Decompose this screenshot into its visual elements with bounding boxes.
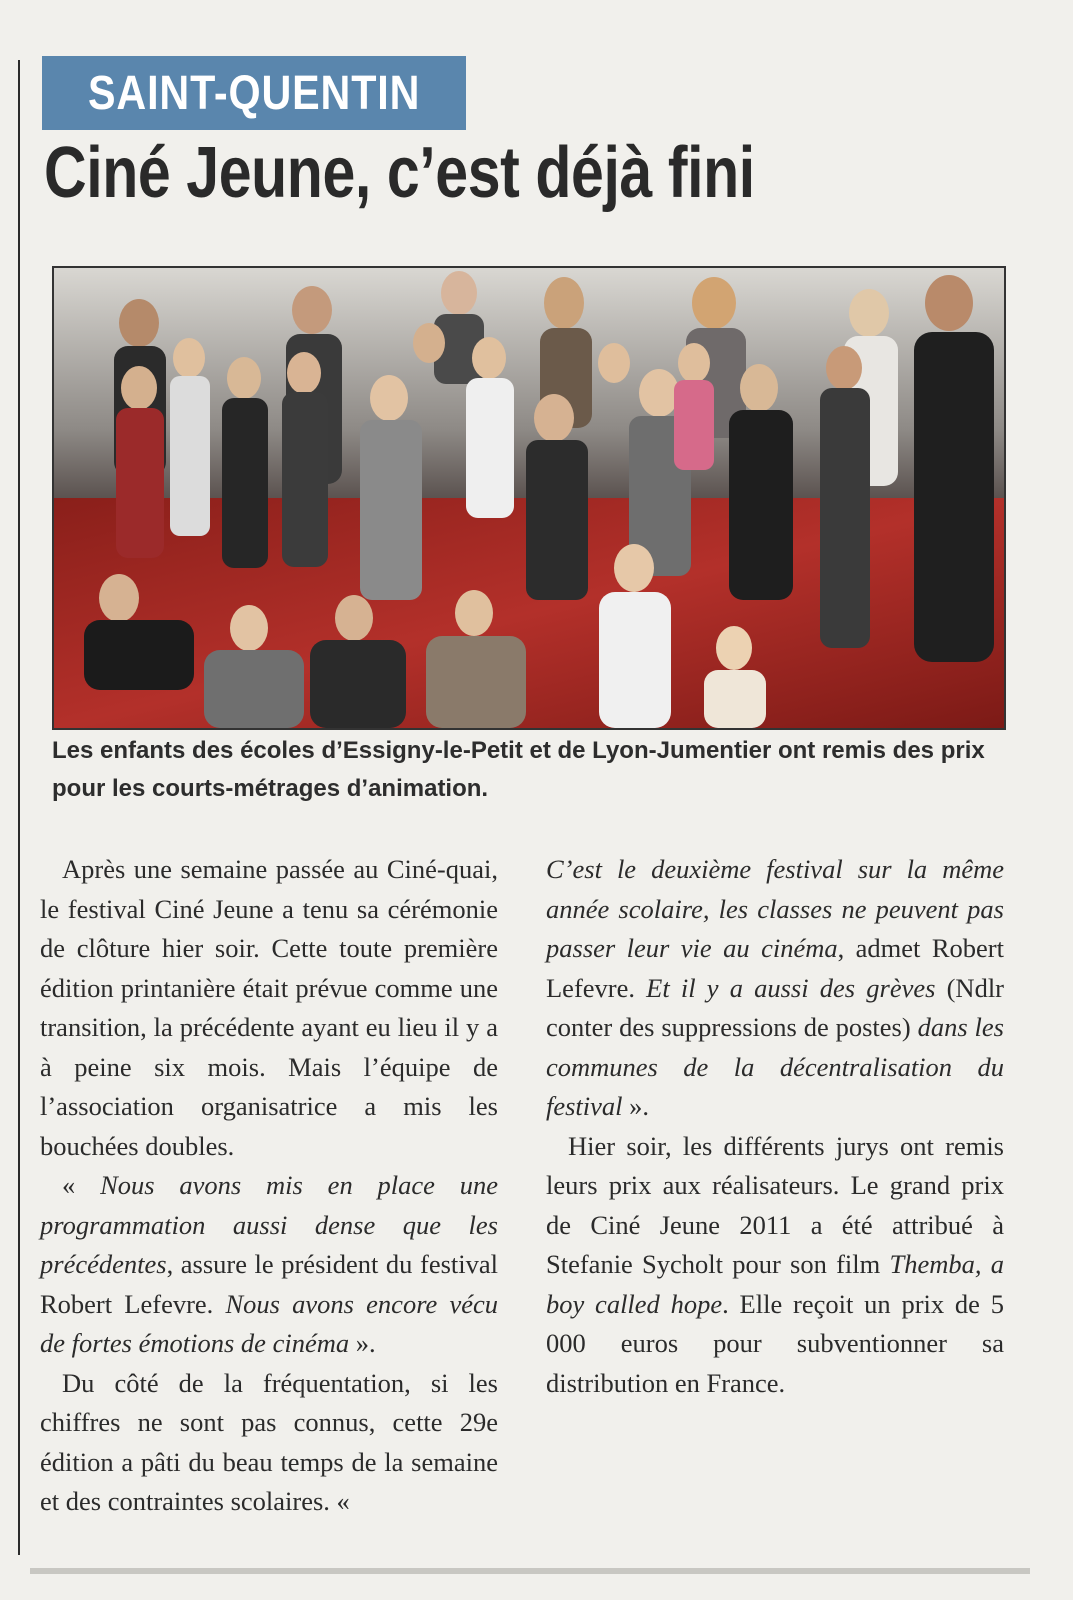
quote: Nous avons mis en place une programmation aussi dense que les précédentes bbox=[40, 1170, 498, 1279]
section-tag bbox=[42, 56, 466, 130]
bottom-rule bbox=[30, 1568, 1030, 1574]
article-paragraph-1: Après une semaine passée au Ciné-quai, le festival Ciné Jeune a tenu sa cérémonie de clôture hier soir. Cette toute première édition printanière était prévue comme une transition, la précédente ayant eu lieu il y a à peine six mois. Mais l’équipe de l’association organisatrice a mis les bouchées doubles. bbox=[40, 854, 498, 1161]
headline: Ciné Jeune, c’est déjà fini bbox=[44, 133, 755, 213]
quote: C’est le deuxième festival sur la même année scolaire, les classes ne peuvent pas passer leur vie au cinéma bbox=[546, 854, 1004, 963]
article-paragraph-2: « Nous avons mis en place une programmation aussi dense que les précédentes, assure le président du festival Robert Lefevre. Nous avons encore vécu de fortes émotions de cinéma ». bbox=[40, 1170, 499, 1358]
quote: Nous avons encore vécu de fortes émotions de cinéma bbox=[40, 1288, 499, 1358]
article-column-right bbox=[546, 850, 1004, 1403]
article-paragraph-3-start: Du côté de la fréquentation, si les chiffres ne sont pas connus, cette 29e édition a pâti du beau temps de la semaine et des contraintes scolaires. « bbox=[40, 1367, 498, 1516]
quote: dans les communes de la décentralisation du festival bbox=[546, 1012, 1004, 1121]
column-rule bbox=[18, 60, 20, 1555]
film-title: Themba, a boy called hope bbox=[546, 1249, 1004, 1319]
quote: Et il y a aussi des grèves bbox=[646, 972, 936, 1003]
article-paragraph-3-continued: C’est le deuxième festival sur la même année scolaire, les classes ne peuvent pas passer leur vie au cinéma, admet Robert Lefevre. Et il y a aussi des grèves (Ndlr conter des suppressions de postes) dans les communes de la décentralisation du festival ». bbox=[546, 854, 1005, 1121]
group-photo bbox=[52, 266, 1006, 730]
article-paragraph-4: Hier soir, les différents jurys ont remis leurs prix aux réalisateurs. Le grand prix de Ciné Jeune 2011 a été attribué à Stefanie Sycholt pour son film Themba, a boy called hope. Elle reçoit un prix de 5 000 euros pour subventionner sa distribution en France. bbox=[546, 1130, 1004, 1398]
article-column-left bbox=[40, 850, 498, 1522]
section-label: SAINT-QUENTIN bbox=[87, 66, 421, 120]
photo-caption: Les enfants des écoles d’Essigny-le-Petit et de Lyon-Jumentier ont remis des prix pour les courts-métrages d’animation. bbox=[52, 737, 985, 802]
